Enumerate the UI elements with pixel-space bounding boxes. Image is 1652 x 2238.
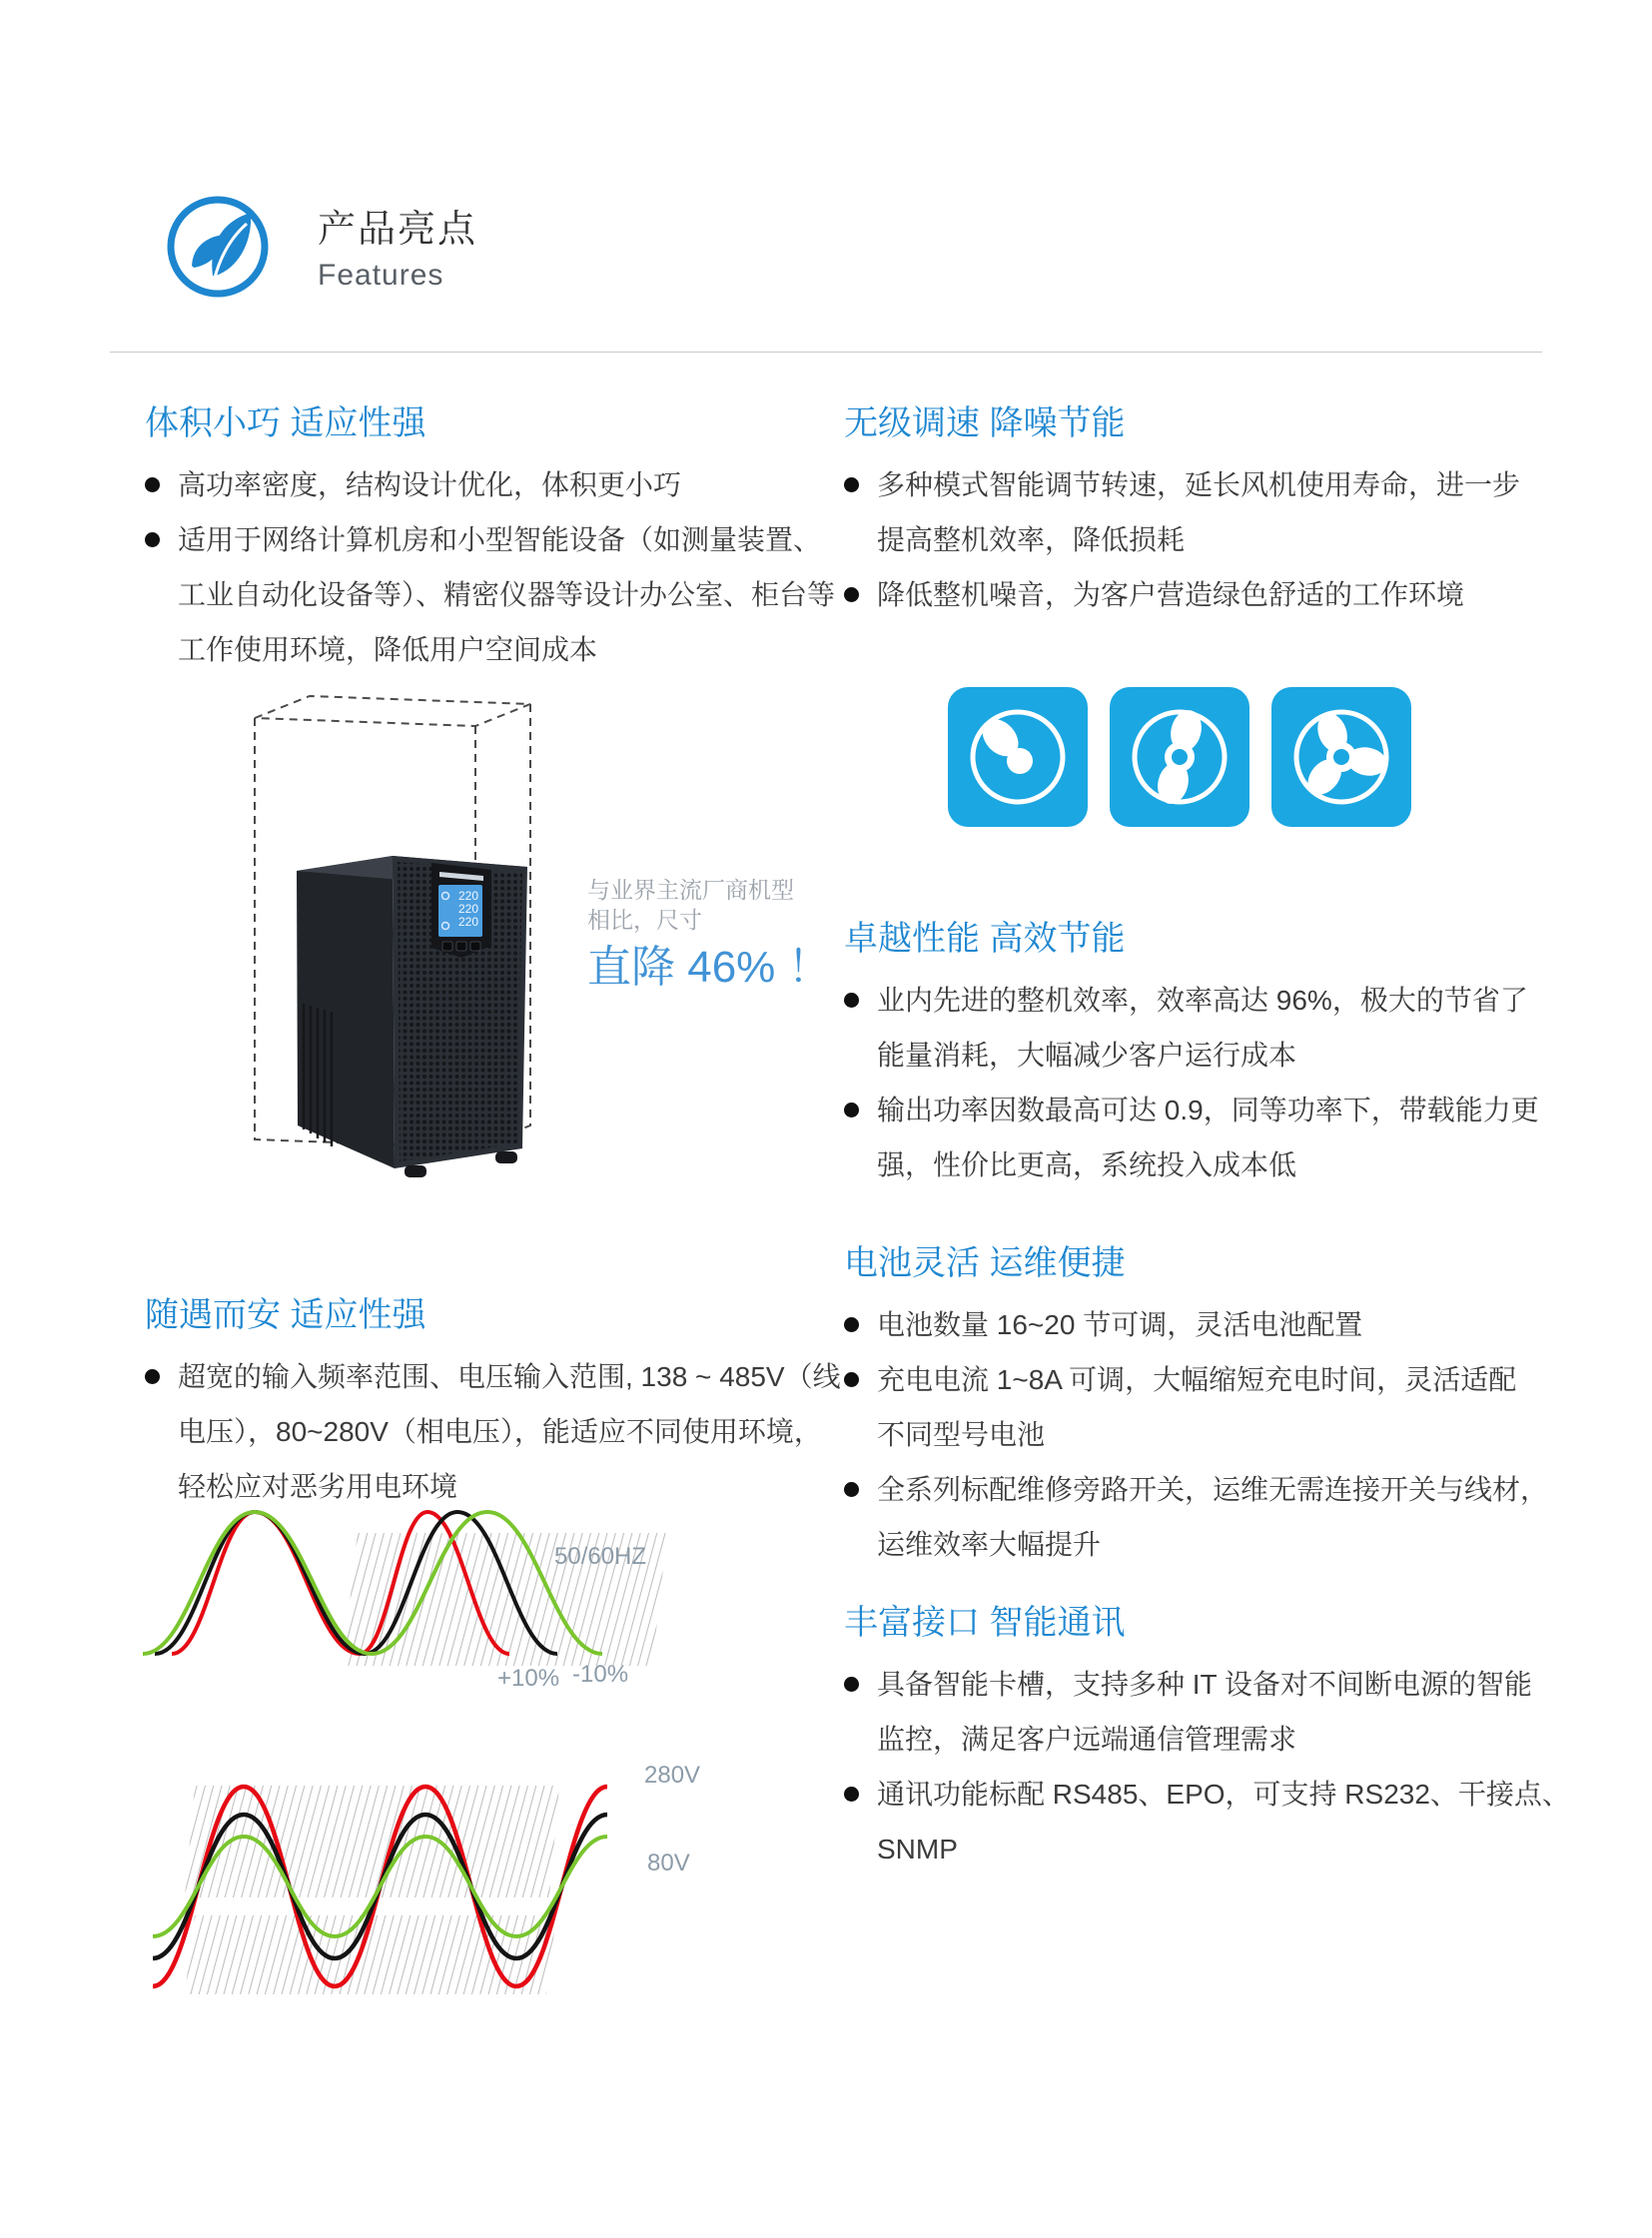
bullet-text: 能量消耗，大幅减少客户运行成本 [877, 1040, 1297, 1071]
ups-tower-image [297, 856, 527, 1177]
bullet-text: 工业自动化设备等）、精密仪器等设计办公室、柜台等 [178, 579, 836, 610]
bullet-list [844, 457, 1521, 622]
bullet-dot-icon [844, 1352, 877, 1462]
section-wide-input [145, 1293, 841, 1514]
bullet-text: 降低整机噪音，为客户营造绿色舒适的工作环境 [877, 579, 1465, 610]
bullet-text: 具备智能卡槽，支持多种 IT 设备对不间断电源的智能 [877, 1669, 1532, 1700]
list-item [844, 1767, 1570, 1876]
bullet-text: 充电电流 1~8A 可调，大幅缩短充电时间，灵活适配 [877, 1364, 1517, 1395]
caption-highlight: 直降 46% ！ [587, 943, 832, 992]
bullet-list [145, 1349, 841, 1514]
bullet-text: 全系列标配维修旁路开关，运维无需连接开关与线材， [877, 1474, 1549, 1505]
list-item [844, 973, 1528, 1083]
bullet-text: 高功率密度，结构设计优化，体积更小巧 [178, 469, 682, 500]
lcd-value: 220 [457, 915, 478, 929]
header-divider [110, 352, 1542, 353]
hatch-band-top [185, 1786, 559, 1897]
bullet-text: 工作使用环境，降低用户空间成本 [178, 634, 598, 665]
section-heading: 丰富接口 智能通讯 [844, 1604, 1126, 1642]
bullet-dot-icon [844, 567, 877, 622]
bullet-text: 提高整机效率，降低损耗 [877, 524, 1186, 555]
section-compact-size [145, 401, 836, 677]
list-item [145, 457, 794, 512]
bullet-dot-icon [145, 1349, 178, 1514]
bullet-dot-icon [844, 1462, 877, 1572]
fan-one-blade-icon [947, 687, 1089, 827]
bullet-list [145, 457, 836, 677]
bullet-text: 监控，满足客户远端通信管理需求 [877, 1724, 1297, 1755]
bullet-text: 运维效率大幅提升 [877, 1529, 1102, 1560]
ups-size-comparison-figure [240, 684, 539, 1188]
bullet-dot-icon [145, 457, 178, 512]
size-reduction-caption [587, 875, 832, 993]
freq-label: 50/60HZ [554, 1543, 647, 1570]
bullet-text: 电池数量 16~20 节可调，灵活电池配置 [877, 1309, 1363, 1340]
list-item [145, 1349, 841, 1514]
bullet-list [844, 1297, 1549, 1572]
freq-minus-label: -10% [572, 1661, 629, 1688]
leaf-badge-icon [163, 192, 273, 302]
bullet-text: 适用于网络计算机房和小型智能设备（如测量装置、 [178, 524, 822, 555]
section-battery [844, 1241, 1549, 1572]
page-subtitle: Features [318, 259, 444, 292]
list-item [844, 1352, 1517, 1462]
bullet-text: 多种模式智能调节转速，延长风机使用寿命，进一步 [877, 469, 1521, 500]
list-item [844, 457, 1521, 567]
bullet-dot-icon [145, 512, 178, 677]
list-item [844, 1083, 1539, 1192]
bullet-text: SNMP [877, 1834, 958, 1865]
lcd-value: 220 [457, 889, 478, 903]
bullet-text: 轻松应对恶劣用电环境 [178, 1471, 458, 1502]
section-efficiency [844, 917, 1539, 1192]
bullet-text: 通讯功能标配 RS485、EPO，可支持 RS232、干接点、 [877, 1779, 1570, 1810]
list-item [844, 1462, 1549, 1572]
bullet-text: 输出功率因数最高可达 0.9，同等功率下，带载能力更 [877, 1095, 1539, 1125]
bullet-dot-icon [844, 1083, 877, 1192]
bullet-dot-icon [844, 457, 877, 567]
section-heading: 卓越性能 高效节能 [844, 920, 1126, 958]
section-fan-speed [844, 401, 1521, 622]
page-header [318, 198, 477, 293]
lcd-value: 220 [457, 902, 478, 916]
list-item [844, 567, 1513, 622]
bullet-text: 业内先进的整机效率，效率高达 96%，极大的节省了 [877, 985, 1528, 1016]
fan-two-blade-icon [1109, 687, 1250, 827]
list-item [145, 512, 836, 677]
caption-text: 与业界主流厂商机型 [587, 877, 794, 903]
caption-text: 相比，尺寸 [587, 907, 702, 933]
fan-speed-icons [947, 687, 1432, 827]
list-item [844, 1657, 1532, 1767]
bullet-text: 电压），80~280V（相电压），能适应不同使用环境， [178, 1416, 822, 1447]
page-title: 产品亮点 [318, 209, 478, 251]
voltage-range-chart [100, 1743, 779, 2012]
list-item [844, 1297, 1513, 1352]
bullet-list [844, 973, 1539, 1192]
section-heading: 无级调速 降噪节能 [844, 404, 1126, 442]
bullet-list [844, 1657, 1570, 1876]
freq-plus-label: +10% [497, 1665, 560, 1692]
section-heading: 电池灵活 运维便捷 [844, 1244, 1126, 1282]
section-heading: 随遇而安 适应性强 [145, 1296, 426, 1334]
bullet-dot-icon [844, 1767, 877, 1876]
bullet-text: 不同型号电池 [877, 1419, 1046, 1450]
bullet-dot-icon [844, 1297, 877, 1352]
volt-top-label: 280V [644, 1762, 701, 1789]
fan-three-blade-icon [1270, 687, 1412, 827]
bullet-dot-icon [844, 973, 877, 1083]
volt-bottom-label: 80V [647, 1850, 690, 1876]
section-interfaces [844, 1601, 1570, 1876]
section-heading: 体积小巧 适应性强 [145, 404, 426, 442]
bullet-text: 超宽的输入频率范围、电压输入范围, 138 ~ 485V（线 [178, 1361, 841, 1392]
bullet-text: 强，性价比更高，系统投入成本低 [877, 1149, 1297, 1180]
bullet-dot-icon [844, 1657, 877, 1767]
frequency-range-chart [120, 1496, 789, 1711]
